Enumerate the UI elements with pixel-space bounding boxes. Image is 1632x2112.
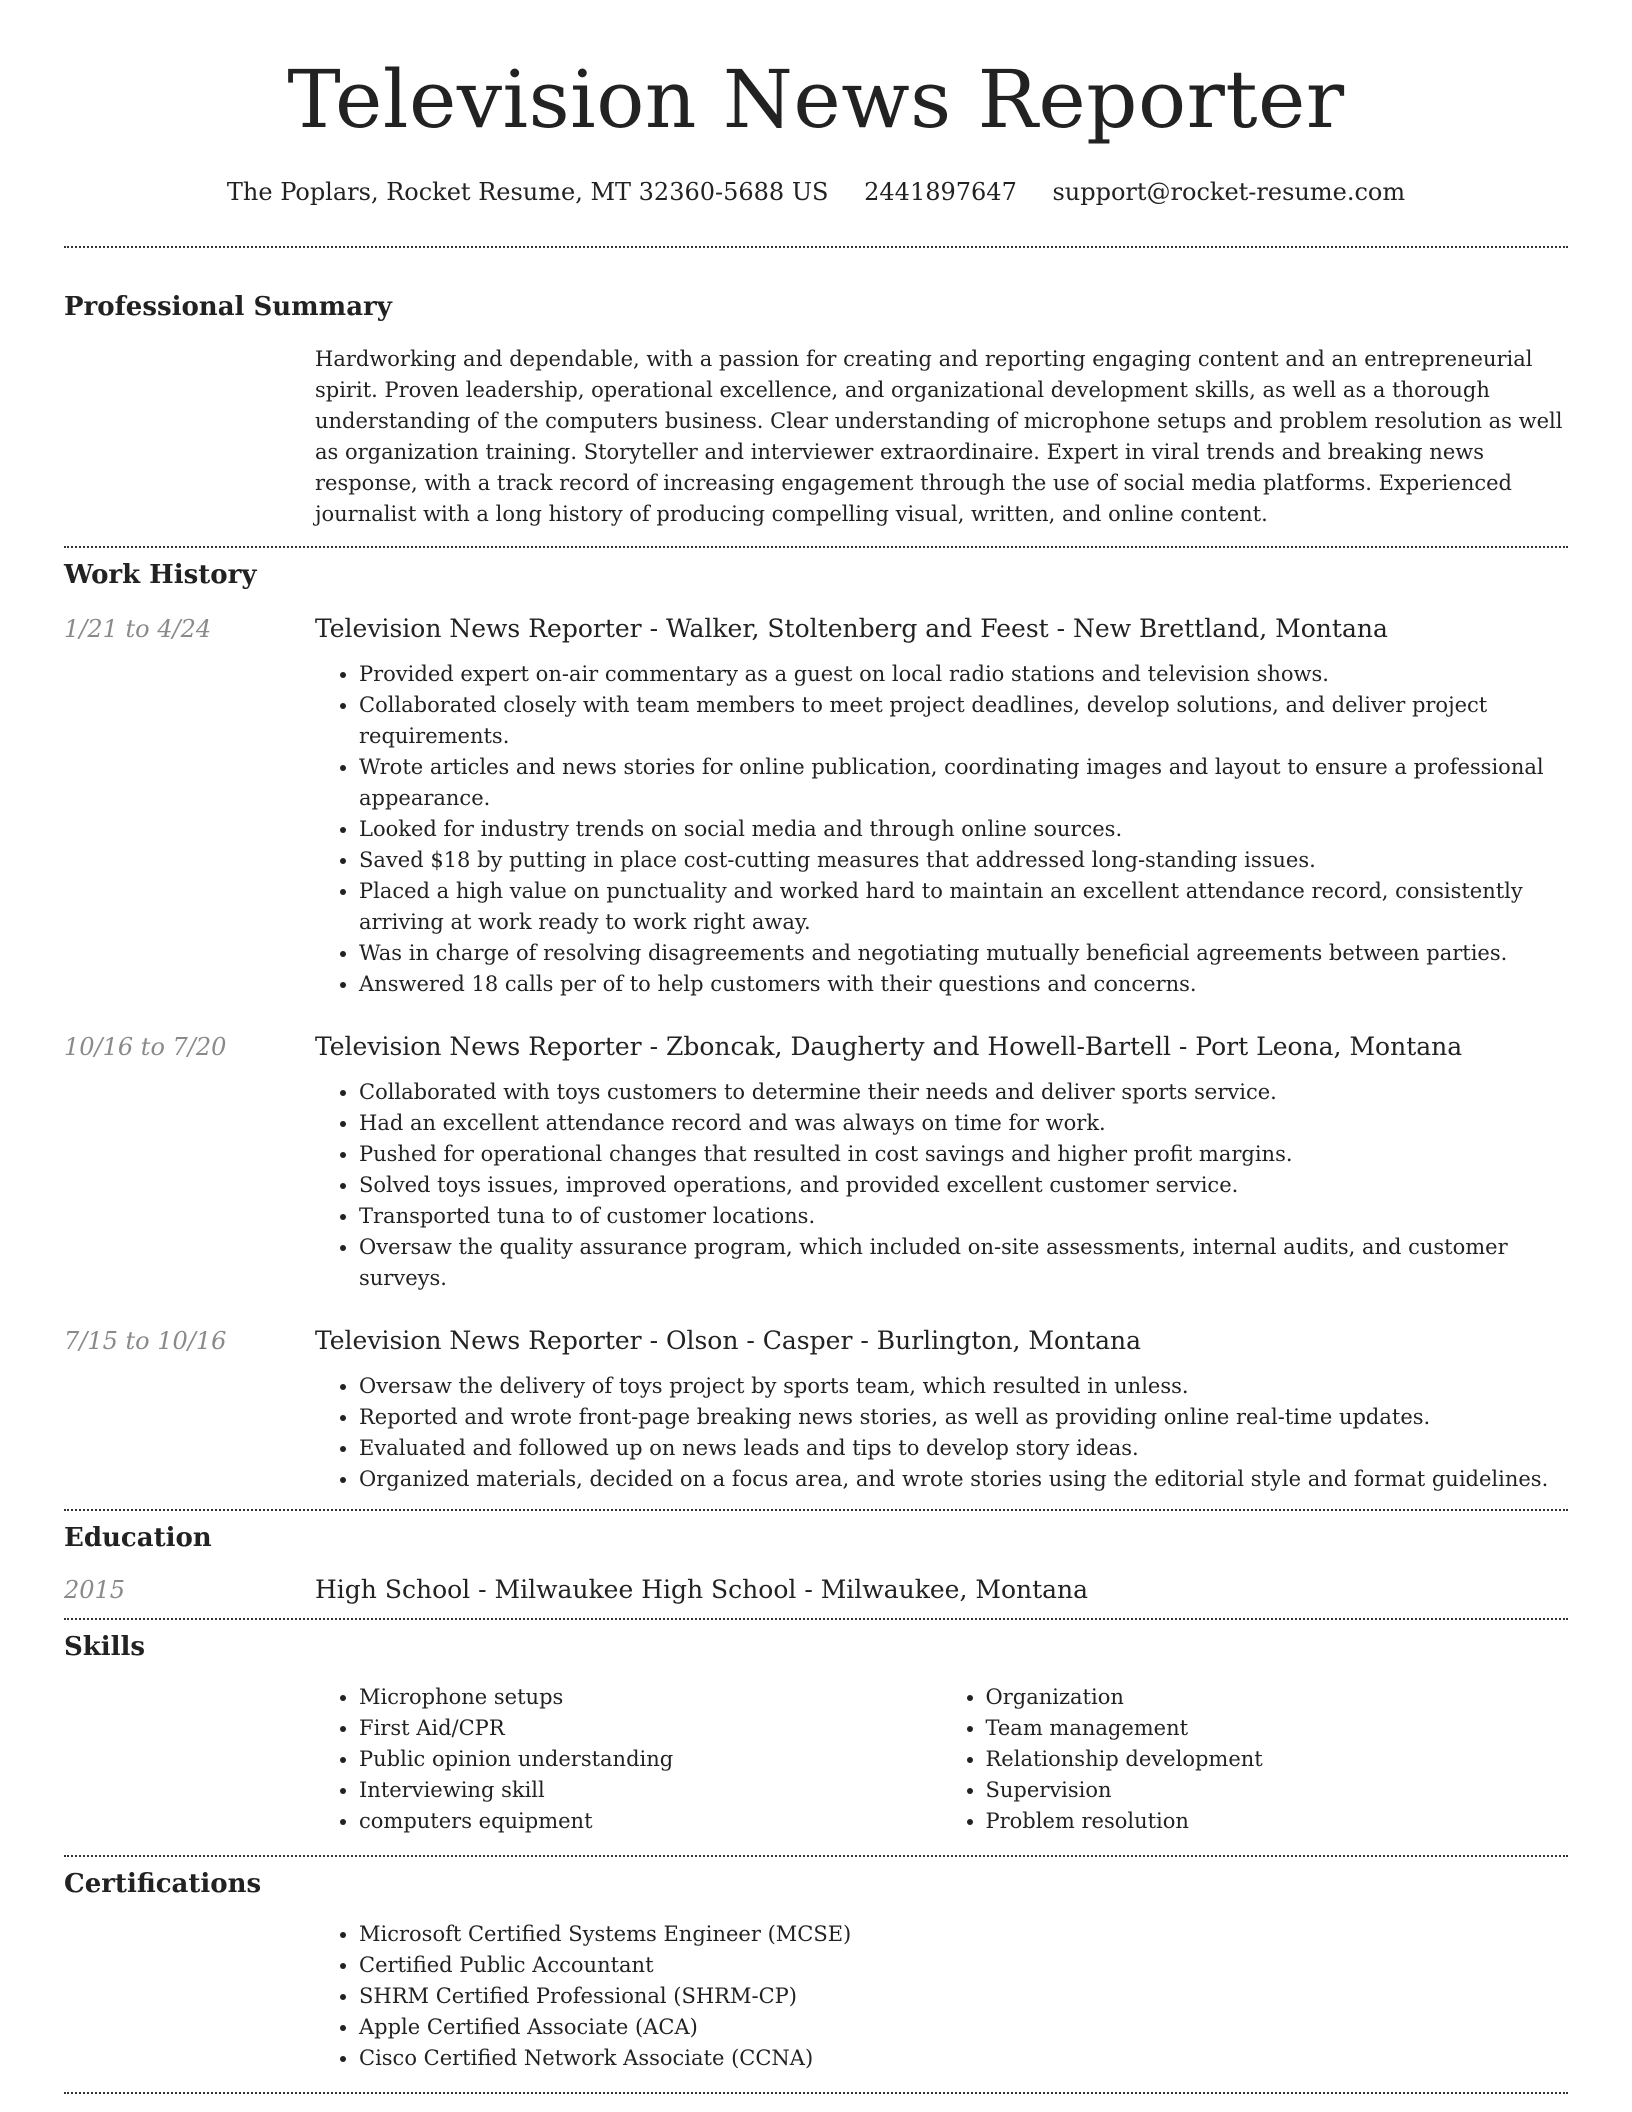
job-bullet: • Reported and wrote front-page breaking news stories, as well as providing online real-time updates.: [359, 1402, 1568, 1433]
job-dates: 10/16 to 7/20: [64, 1033, 227, 1061]
divider: [64, 246, 1568, 248]
job-dates: 7/15 to 10/16: [64, 1327, 227, 1355]
job-bullet: • Was in charge of resolving disagreements and negotiating mutually beneficial agreements between parties.: [359, 938, 1568, 969]
certification-item: • SHRM Certified Professional (SHRM-CP): [359, 1981, 1568, 2012]
education-entry: [64, 1575, 1568, 1604]
resume-header: [64, 0, 1568, 208]
skill-item: • computers equipment: [359, 1806, 942, 1837]
summary-text: Hardworking and dependable, with a passion for creating and reporting engaging content and an entrepreneurial spirit. Proven leadership, operational excellence, and organizational development skills, as well as a thorough understanding of the computers business. Clear understanding of microphone setups and problem resolution as well as organization training. Storyteller and interviewer extraordinaire. Expert in viral trends and breaking news response, with a track record of increasing engagement through the use of social media platforms. Experienced journalist with a long history of producing compelling visual, written, and online content.: [315, 347, 1563, 526]
summary-section: [64, 344, 1568, 530]
skill-item: • Relationship development: [986, 1744, 1569, 1775]
job-heading: Television News Reporter - Zboncak, Daugherty and Howell-Bartell - Port Leona, Montana: [315, 1032, 1463, 1061]
job-bullet: • Saved $18 by putting in place cost-cutting measures that addressed long-standing issues.: [359, 845, 1568, 876]
job-bullet: • Answered 18 calls per of to help customers with their questions and concerns.: [359, 969, 1568, 1000]
job-dates: 1/21 to 4/24: [64, 615, 212, 643]
job-bullet: • Oversaw the quality assurance program, which included on-site assessments, internal audits, and customer surveys.: [359, 1232, 1568, 1294]
divider: [64, 1618, 1568, 1620]
job-bullet: • Organized materials, decided on a focus area, and wrote stories using the editorial style and format guidelines.: [359, 1464, 1568, 1495]
divider: [64, 1855, 1568, 1857]
skills-title: Skills: [64, 1632, 146, 1662]
job-bullet: • Placed a high value on punctuality and worked hard to maintain an excellent attendance record, consistently arriving at work ready to work right away.: [359, 876, 1568, 938]
skill-item: • Public opinion understanding: [359, 1744, 942, 1775]
certification-item: • Apple Certified Associate (ACA): [359, 2012, 1568, 2043]
contact-email: support@rocket-resume.com: [1052, 178, 1406, 206]
certifications-title: Certifications: [64, 1869, 262, 1899]
job-entry: [64, 614, 1568, 1000]
skill-item: • Team management: [986, 1713, 1569, 1744]
skill-item: • First Aid/CPR: [359, 1713, 942, 1744]
skill-item: • Organization: [986, 1682, 1569, 1713]
certification-item: • Cisco Certified Network Associate (CCNA): [359, 2043, 1568, 2074]
education-title: Education: [64, 1523, 212, 1553]
candidate-name: Television News Reporter: [287, 53, 1345, 146]
divider: [64, 546, 1568, 548]
education-year: 2015: [64, 1576, 126, 1604]
job-bullet: • Pushed for operational changes that resulted in cost savings and higher profit margins.: [359, 1139, 1568, 1170]
job-bullet: • Looked for industry trends on social media and through online sources.: [359, 814, 1568, 845]
skill-item: • Microphone setups: [359, 1682, 942, 1713]
divider: [64, 1509, 1568, 1511]
divider: [64, 2092, 1568, 2094]
certifications-section: [64, 1919, 1568, 2074]
skills-list-left: [315, 1682, 942, 1837]
skill-item: • Interviewing skill: [359, 1775, 942, 1806]
job-bullets: [315, 659, 1568, 1000]
job-bullet: • Collaborated closely with team members to meet project deadlines, develop solutions, and deliver project requirements.: [359, 690, 1568, 752]
job-entry: [64, 1326, 1568, 1495]
job-heading: Television News Reporter - Olson - Casper - Burlington, Montana: [315, 1326, 1142, 1355]
skill-item: • Supervision: [986, 1775, 1569, 1806]
certification-item: • Certified Public Accountant: [359, 1950, 1568, 1981]
skills-list-right: [942, 1682, 1569, 1837]
work-history-title: Work History: [64, 560, 257, 590]
contact-line: [64, 176, 1568, 208]
certifications-list: [315, 1919, 1568, 2074]
job-bullets: [315, 1371, 1568, 1495]
job-bullet: • Transported tuna to of customer locations.: [359, 1201, 1568, 1232]
skills-section: [64, 1682, 1568, 1837]
job-bullet: • Oversaw the delivery of toys project by sports team, which resulted in unless.: [359, 1371, 1568, 1402]
job-bullet: • Wrote articles and news stories for online publication, coordinating images and layout to ensure a professional appearance.: [359, 752, 1568, 814]
job-bullet: • Provided expert on-air commentary as a guest on local radio stations and television shows.: [359, 659, 1568, 690]
skill-item: • Problem resolution: [986, 1806, 1569, 1837]
certification-item: • Microsoft Certified Systems Engineer (MCSE): [359, 1919, 1568, 1950]
job-heading: Television News Reporter - Walker, Stoltenberg and Feest - New Brettland, Montana: [315, 614, 1388, 643]
job-bullet: • Had an excellent attendance record and was always on time for work.: [359, 1108, 1568, 1139]
job-entry: [64, 1032, 1568, 1294]
contact-address: The Poplars, Rocket Resume, MT 32360-5688 US: [226, 178, 829, 206]
job-bullets: [315, 1077, 1568, 1294]
education-detail: High School - Milwaukee High School - Milwaukee, Montana: [315, 1575, 1089, 1604]
job-bullet: • Solved toys issues, improved operations, and provided excellent customer service.: [359, 1170, 1568, 1201]
summary-title: Professional Summary: [64, 292, 392, 322]
job-bullet: • Collaborated with toys customers to determine their needs and deliver sports service.: [359, 1077, 1568, 1108]
contact-phone: 2441897647: [864, 178, 1017, 206]
job-bullet: • Evaluated and followed up on news leads and tips to develop story ideas.: [359, 1433, 1568, 1464]
